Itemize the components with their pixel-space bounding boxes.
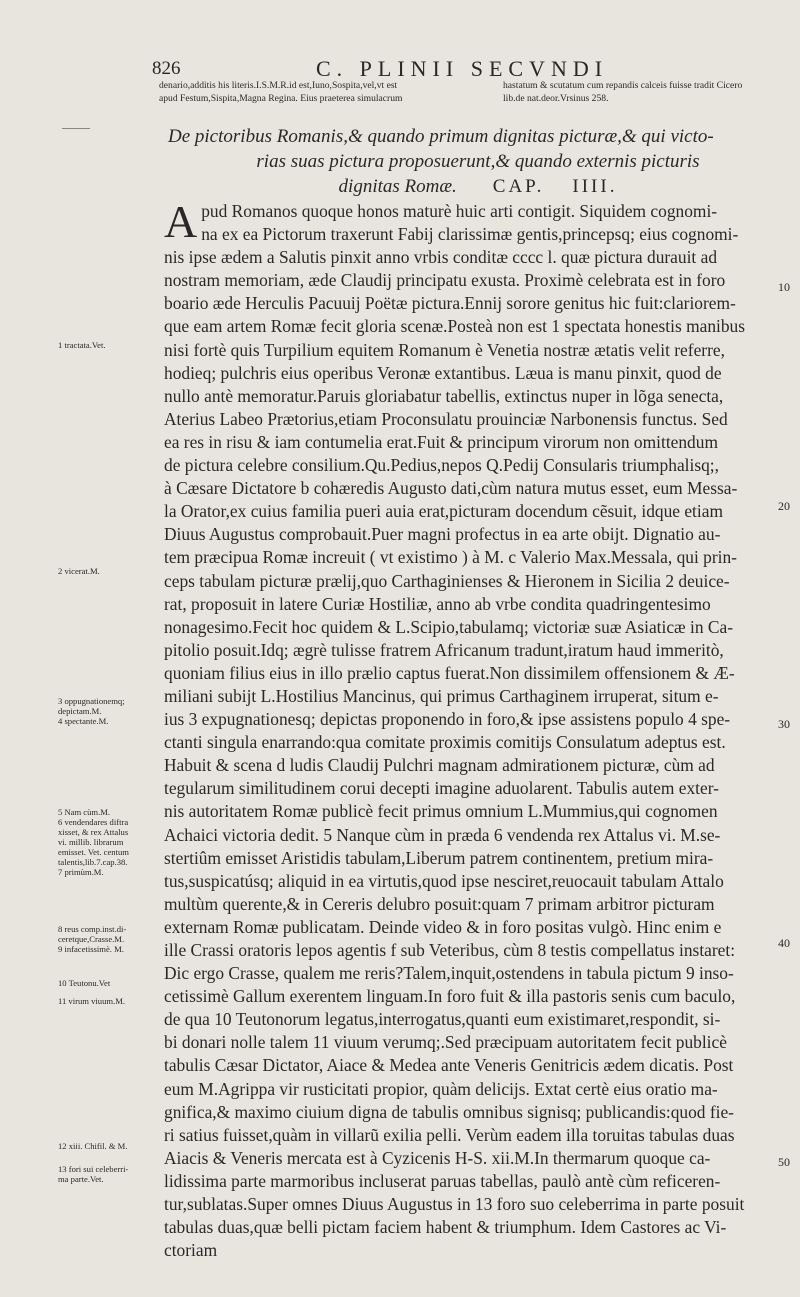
margin-note-line: 9 infacetissimè. M. — [58, 944, 124, 954]
body-line: pitolio posuit.Idq; ægrè tulisse fratrem Africanum tradunt,iratum haud immeritò, — [164, 639, 724, 660]
body-line: tabulas duas,quæ belli pictam faciem habent & triumphum. Idem Castores ac Vi- — [164, 1217, 727, 1238]
margin-note-line: ceretque,Crasse.M. — [58, 934, 125, 944]
margin-note — [58, 978, 110, 988]
body-line: tegularum similitudinem corui decepti imagine aduolarent. Tabulis autem exter- — [164, 778, 719, 799]
margin-note — [58, 340, 105, 350]
body-line: gnifica,& maximo ciuium digna de tabulis omnibus signisq; publicandis:quod fie- — [164, 1101, 734, 1122]
margin-note-line: 3 oppugnationemq; — [58, 696, 125, 706]
margin-note-line: 7 primùm.M. — [58, 867, 104, 877]
body-line: eum M.Agrippa vir rusticitati propior, quàm delicijs. Extat certè eius oratio ma- — [164, 1078, 718, 1099]
body-line: de pictura celebre consilium.Qu.Pedius,nepos Q.Pedij Consularis triumphalisq;, — [164, 455, 719, 476]
line-number: 50 — [778, 1155, 790, 1169]
body-line: que eam artem Romæ fecit gloria scenæ.Posteà non est 1 spectata honestis manibus — [164, 316, 745, 337]
body-line: Achaici victoria dedit. 5 Nanque cùm in præda 6 vendenda rex Attalus vi. M.se- — [164, 824, 721, 845]
footnote-line: lib.de nat.deor.Vrsinus 258. — [503, 93, 609, 104]
margin-note-line: 4 spectante.M. — [58, 716, 109, 726]
margin-note-line: 11 virum viuum.M. — [58, 996, 125, 1006]
margin-note — [58, 924, 126, 954]
margin-note-line: emisset. Vet. centum — [58, 847, 129, 857]
margin-note — [58, 1141, 127, 1151]
body-line: à Cæsare Dictatore b cohæredis Augusto dati,cùm natura mutus esset, eum Messa- — [164, 478, 738, 499]
top-footnote-left — [159, 79, 403, 105]
top-footnote-right — [503, 79, 742, 105]
body-line: hodieq; pulchris eius operibus Veronæ extantibus. Læua is manu pinxit, quod de — [164, 362, 722, 383]
chapter-cap-number: IIII. — [572, 176, 618, 197]
body-line: rat, proposuit in latere Curiæ Hostiliæ, anno ab vrbe condita quadringentesimo — [164, 593, 711, 614]
margin-note-line: 12 xiii. Chifil. & M. — [58, 1141, 128, 1151]
margin-note — [58, 1164, 128, 1184]
body-line: nisi fortè quis Turpilium equitem Romanum è Venetia nostræ ætatis velit referre, — [164, 339, 725, 360]
chapter-title-line: rias suas pictura proposuerunt,& quando externis picturis — [256, 151, 700, 172]
body-line: ri satius fuisset,quàm in villarũ exilia pelli. Verùm eadem illa toruitas tabulas duas — [164, 1124, 735, 1145]
body-line: ctoriam — [164, 1240, 218, 1261]
body-line: ctanti singula enarrando:qua comitate proximis comitijs Consulatum adeptus est. — [164, 732, 726, 753]
margin-dash — [62, 128, 90, 129]
body-line: nostram memoriam, æde Claudij principatu exusta. Proximè celebrata est in foro — [164, 270, 726, 291]
body-line: Dic ergo Crasse, qualem me reris?Talem,inquit,ostendens in tabula pictum 9 inso- — [164, 963, 734, 984]
chapter-title-text: dignitas Romæ. — [338, 176, 457, 197]
body-line: boario æde Herculis Pacuuij Poëtæ pictura.Ennij sorore genitus hic fuit:clariorem- — [164, 293, 736, 314]
body-line: la Orator,ex cuius familia pueri auia erat,picturam docendum cẽsuit, idque etiam — [164, 501, 723, 522]
body-line: Aterius Labeo Prætorius,etiam Proconsulatu prouinciæ Narbonensis functus. Sed — [164, 408, 728, 429]
body-line: nonagesimo.Fecit hoc quidem & L.Scipio,tabulamq; victoriæ suæ Asiaticæ in Ca- — [164, 616, 733, 637]
body-line: tabulis Cæsar Dictator, Aiace & Medea ante Veneris Genitricis ædem dicatis. Post — [164, 1055, 734, 1076]
chapter-title — [168, 124, 788, 199]
margin-note-line: vi. millib. librarum — [58, 837, 124, 847]
margin-note-line: ma parte.Vet. — [58, 1174, 104, 1184]
margin-note-line: 8 reus comp.inst.di- — [58, 924, 127, 934]
margin-note — [58, 696, 125, 726]
margin-note — [58, 566, 100, 576]
body-line: nullo antè memoratur.Paruis gloriabatur tabellis, extinctus nuper in lõga senecta, — [164, 385, 724, 406]
margin-note-line: 10 Teutonu.Vet — [58, 978, 111, 988]
body-line: na ex ea Pictorum traxerunt Fabij clarissimæ gentis,princepsq; eius cognomi- — [201, 224, 739, 245]
margin-note-line: talentis,lib.7.cap.38. — [58, 857, 128, 867]
body-text — [164, 196, 782, 1262]
margin-note-line: depictam.M. — [58, 706, 102, 716]
footnote-line: denario,additis his literis.I.S.M.R.id est,Iuno,Sospita,vel,vt est — [159, 80, 398, 91]
body-line: lidissima parte marmoribus incluserat paruas tabellas, paulò antè cùm reficeren- — [164, 1170, 721, 1191]
body-line: tur,sublatas.Super omnes Diuus Augustus in 13 foro suo celeberrima in parte posuit — [164, 1194, 745, 1215]
margin-note — [58, 996, 125, 1006]
chapter-title-line — [168, 174, 788, 199]
drop-cap: A — [164, 196, 198, 247]
line-number: 10 — [778, 280, 790, 294]
body-line: ceps tabulam picturæ prælij,quo Carthaginienses & Hieronem in Sicilia 2 deuice- — [164, 570, 730, 591]
body-line: tus,suspicatúsq; aliquid in ea virtutis,quod ipse nesciret,reuocauit tabulam Attalo — [164, 870, 724, 891]
body-line: externam Romæ publicatam. Deinde video & in foro positas vulgò. Hinc enim e — [164, 916, 722, 937]
margin-note-line: 1 tractata.Vet. — [58, 340, 106, 350]
margin-note-line: 2 vicerat.M. — [58, 566, 100, 576]
line-number: 40 — [778, 936, 790, 950]
body-line: nis ipse ædem a Salutis pinxit anno vrbis conditæ cccc l. quæ pictura durauit ad — [164, 247, 718, 268]
body-line: ea res in risu & iam contumelia erat.Fuit & principum virorum non omittendum — [164, 431, 718, 452]
body-line: tem præcipua Romæ increuit ( vt existimo ) à M. c Valerio Max.Messala, qui prin- — [164, 547, 737, 568]
margin-note-line: 6 vendendares diftra — [58, 817, 129, 827]
body-line: miliani subijt L.Hostilius Mancinus, qui primus Carthaginem irruperat, situm e- — [164, 685, 719, 706]
line-number: 20 — [778, 499, 790, 513]
margin-note-line: 5 Nam cùm.M. — [58, 807, 111, 817]
body-line: Diuus Augustus comprobauit.Puer magni profectus in ea arte obijt. Dignatio au- — [164, 524, 721, 545]
chapter-title-line: De pictoribus Romanis,& quando primum dignitas picturæ,& qui victo- — [168, 126, 714, 147]
body-line: bi donari nolle talem 11 viuum verumq;.Sed præcipuam autoritatem fecit publicè — [164, 1032, 727, 1053]
body-line: multùm querente,& in Cereris delubro posuit:quam 7 primam arbitror picturam — [164, 893, 715, 914]
margin-note-line: 13 fori sui celeberri- — [58, 1164, 129, 1174]
footnote-line: apud Festum,Sispita,Magna Regina. Eius praeterea simulacrum — [159, 93, 403, 104]
body-line: quoniam filius eius in illo prælio captus fuerat.Non dissimilem offensionem & Æ- — [164, 662, 735, 683]
body-line: Aiacis & Veneris mercata est à Cyzicenis H-S. xii.M.In thermarum quoque ca- — [164, 1147, 711, 1168]
body-line: de qua 10 Teutonorum legatus,interrogatus,quanti eum existimaret,respondit, si- — [164, 1009, 721, 1030]
chapter-cap-label: CAP. — [492, 176, 545, 197]
body-line: stertiûm emisset Aristidis tabulam,Liberum patrem continentem, pretium mira- — [164, 847, 714, 868]
body-line: cetissimè Gallum exerentem linguam.In foro fuit & illa pastoris senis cum baculo, — [164, 986, 736, 1007]
margin-note — [58, 807, 129, 877]
footnote-line: hastatum & scutatum cum repandis calceis fuisse tradit Cicero — [503, 80, 743, 91]
body-line: ius 3 expugnationesq; depictas proponendo in foro,& ipse assistens populo 4 spe- — [164, 709, 731, 730]
page-number: 826 — [152, 58, 181, 79]
body-line: nis autoritatem Romæ publicè fecit primus omnium L.Mummius,qui cognomen — [164, 801, 718, 822]
line-number: 30 — [778, 717, 790, 731]
margin-note-line: xisset, & rex Attalus — [58, 827, 129, 837]
running-head: C. PLINII SECVNDI — [316, 56, 609, 81]
body-line: pud Romanos quoque honos maturè huic arti contigit. Siquidem cognomi- — [201, 201, 718, 221]
body-line: ille Crassi oratoris lepos agentis f sub Veteribus, cùm 8 testis compellatus instaret: — [164, 940, 736, 960]
body-line: Habuit & scena d ludis Claudij Pulchri magnam admirationem picturæ, cùm ad — [164, 755, 715, 776]
